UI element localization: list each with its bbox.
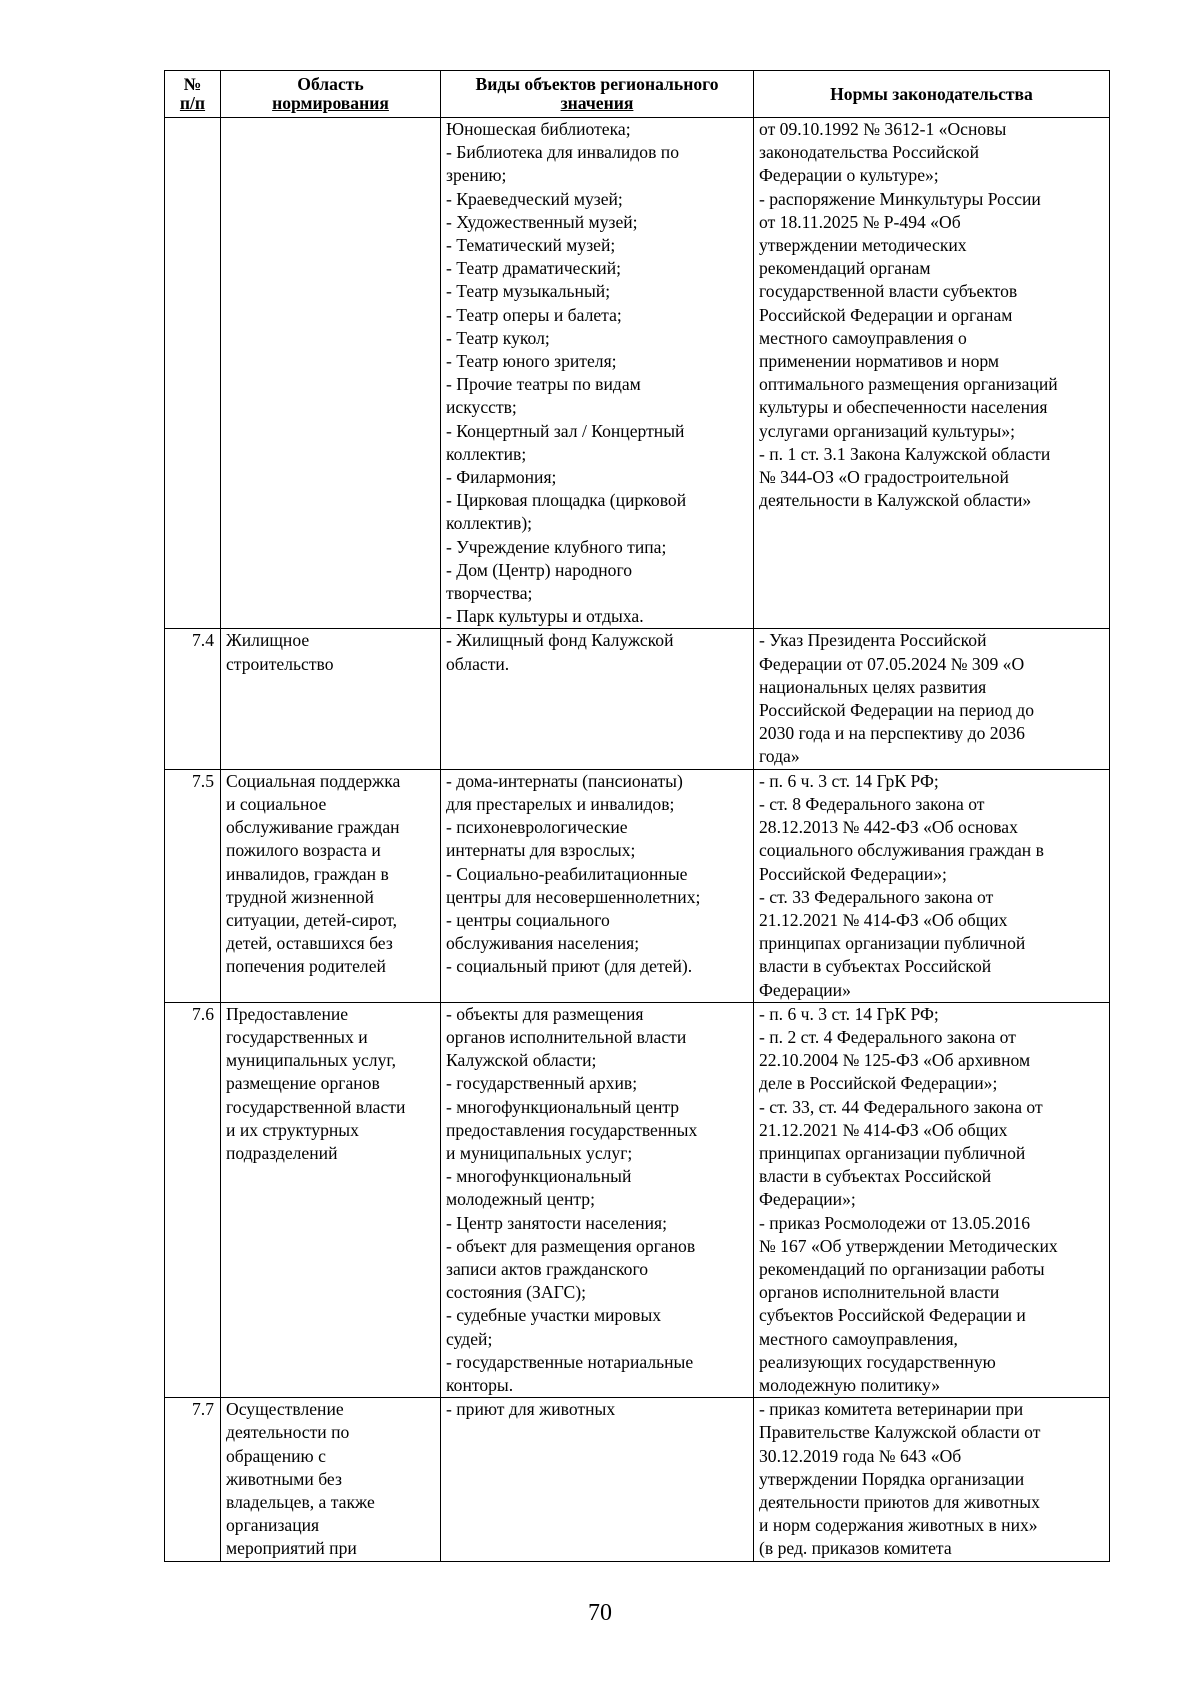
norms-line: (в ред. приказов комитета	[759, 1538, 952, 1559]
area-line: Осуществление	[226, 1399, 344, 1420]
row-number: 7.6	[165, 1002, 221, 1397]
area-line: Социальная поддержка	[226, 770, 401, 791]
cell-area	[221, 118, 441, 629]
objects-line: - социальный приют (для детей).	[446, 956, 693, 977]
objects-line: - Филармония;	[446, 467, 557, 488]
objects-line: конторы.	[446, 1374, 514, 1395]
norms-line: местного самоуправления о	[759, 327, 967, 348]
area-line: животными без	[226, 1468, 342, 1489]
area-line: государственных и	[226, 1026, 368, 1047]
norms-line: власти в субъектах Российской	[759, 956, 992, 977]
norms-line: - Указ Президента Российской	[759, 630, 987, 651]
objects-line: - объекты для размещения	[446, 1003, 644, 1024]
objects-line: - Театр кукол;	[446, 327, 550, 348]
row-number: 7.5	[165, 769, 221, 1002]
norms-line: молодежную политику»	[759, 1374, 941, 1395]
area-line: Жилищное	[226, 630, 310, 651]
cell-area	[221, 769, 441, 1002]
objects-line: Юношеская библиотека;	[446, 119, 631, 139]
objects-line: органов исполнительной власти	[446, 1026, 687, 1047]
norms-line: местного самоуправления,	[759, 1328, 958, 1349]
norms-line: услугами организаций культуры»;	[759, 420, 1016, 441]
objects-line: записи актов гражданского	[446, 1258, 649, 1279]
table-row-7-7	[165, 1398, 1110, 1561]
objects-line: - Цирковая площадка (цирковой	[446, 490, 687, 511]
area-line: деятельности по	[226, 1422, 350, 1443]
norms-line: Российской Федерации на период до	[759, 700, 1035, 721]
norms-line: 28.12.2013 № 442-ФЗ «Об основах	[759, 817, 1018, 838]
objects-line: центры для несовершеннолетних;	[446, 886, 701, 907]
objects-line: - государственные нотариальные	[446, 1351, 694, 1372]
objects-line: предоставления государственных	[446, 1119, 698, 1140]
area-line: трудной жизненной	[226, 886, 374, 907]
objects-line: - Центр занятости населения;	[446, 1212, 668, 1233]
objects-line: коллектив;	[446, 443, 527, 464]
area-line: и социальное	[226, 793, 327, 814]
objects-line: - многофункциональный центр	[446, 1096, 680, 1117]
norms-line: № 344-ОЗ «О градостроительной	[759, 467, 1009, 488]
header-num: № п/п	[165, 71, 221, 118]
norms-line: - распоряжение Минкультуры России	[759, 188, 1041, 209]
cell-objects	[441, 629, 754, 769]
objects-line: - Театр оперы и балета;	[446, 304, 622, 325]
area-line: Предоставление	[226, 1003, 349, 1024]
norms-line: 30.12.2019 года № 643 «Об	[759, 1445, 962, 1466]
objects-line: зрению;	[446, 165, 507, 186]
norms-line: власти в субъектах Российской	[759, 1166, 992, 1187]
cell-objects	[441, 1002, 754, 1397]
norms-line: законодательства Российской	[759, 142, 980, 163]
page-number: 70	[588, 1600, 612, 1626]
norms-table	[164, 70, 1110, 1562]
norms-line: рекомендаций органам	[759, 258, 931, 279]
objects-line: - Жилищный фонд Калужской	[446, 630, 674, 651]
objects-line: - Парк культуры и отдыха.	[446, 606, 644, 627]
table-row-continued	[165, 118, 1110, 629]
norms-line: государственной власти субъектов	[759, 281, 1018, 302]
norms-line: 21.12.2021 № 414-ФЗ «Об общих	[759, 909, 1008, 930]
area-line: подразделений	[226, 1142, 338, 1163]
header-norms: Нормы законодательства	[754, 71, 1110, 118]
objects-line: интернаты для взрослых;	[446, 840, 636, 861]
area-line: обслуживание граждан	[226, 817, 400, 838]
objects-line: - дома-интернаты (пансионаты)	[446, 770, 683, 791]
cell-norms	[754, 1002, 1110, 1397]
objects-line: для престарелых и инвалидов;	[446, 793, 675, 814]
table-row-7-5	[165, 769, 1110, 1002]
norms-line: № 167 «Об утверждении Методических	[759, 1235, 1058, 1256]
norms-line: - ст. 8 Федерального закона от	[759, 793, 985, 814]
cell-area	[221, 629, 441, 769]
objects-line: - центры социального	[446, 909, 610, 930]
norms-line: Федерации»;	[759, 1189, 856, 1210]
area-line: пожилого возраста и	[226, 840, 381, 861]
objects-line: - Концертный зал / Концертный	[446, 420, 685, 441]
norms-line: деятельности приютов для животных	[759, 1491, 1040, 1512]
norms-line: 21.12.2021 № 414-ФЗ «Об общих	[759, 1119, 1008, 1140]
cell-objects	[441, 1398, 754, 1561]
objects-line: и муниципальных услуг;	[446, 1142, 633, 1163]
row-number: 7.7	[165, 1398, 221, 1561]
objects-line: - государственный архив;	[446, 1073, 638, 1094]
norms-line: принципах организации публичной	[759, 933, 1026, 954]
area-line: муниципальных услуг,	[226, 1050, 397, 1071]
norms-line: рекомендаций по организации работы	[759, 1258, 1045, 1279]
area-line: попечения родителей	[226, 956, 386, 977]
cell-area	[221, 1398, 441, 1561]
cell-objects	[441, 118, 754, 629]
objects-line: состояния (ЗАГС);	[446, 1282, 586, 1303]
norms-line: реализующих государственную	[759, 1351, 996, 1372]
area-line: обращению с	[226, 1445, 326, 1466]
area-line: детей, оставшихся без	[226, 933, 393, 954]
objects-line: - Библиотека для инвалидов по	[446, 142, 679, 163]
norms-line: года»	[759, 746, 800, 767]
objects-line: - объект для размещения органов	[446, 1235, 696, 1256]
objects-line: - психоневрологические	[446, 817, 628, 838]
cell-norms	[754, 629, 1110, 769]
objects-line: молодежный центр;	[446, 1189, 595, 1210]
table-row-7-4	[165, 629, 1110, 769]
row-number	[165, 118, 221, 629]
norms-line: от 09.10.1992 № 3612-1 «Основы	[759, 119, 1007, 139]
norms-line: применении нормативов и норм	[759, 351, 1000, 372]
objects-line: области.	[446, 653, 510, 674]
area-line: государственной власти	[226, 1096, 406, 1117]
norms-line: социального обслуживания граждан в	[759, 840, 1044, 861]
norms-line: - приказ Росмолодежи от 13.05.2016	[759, 1212, 1031, 1233]
norms-line: утверждении методических	[759, 235, 967, 256]
objects-line: - судебные участки мировых	[446, 1305, 662, 1326]
objects-line: - Дом (Центр) народного	[446, 559, 633, 580]
norms-line: органов исполнительной власти	[759, 1282, 1000, 1303]
area-line: ситуации, детей-сирот,	[226, 909, 397, 930]
norms-line: - п. 2 ст. 4 Федерального закона от	[759, 1026, 1016, 1047]
norms-line: - п. 1 ст. 3.1 Закона Калужской области	[759, 443, 1051, 464]
objects-line: - Тематический музей;	[446, 235, 616, 256]
objects-line: - Художественный музей;	[446, 211, 638, 232]
objects-line: - Театр музыкальный;	[446, 281, 611, 302]
norms-line: - ст. 33, ст. 44 Федерального закона от	[759, 1096, 1043, 1117]
objects-line: - Театр драматический;	[446, 258, 622, 279]
objects-line: творчества;	[446, 583, 533, 604]
norms-line: и норм содержания животных в них»	[759, 1515, 1038, 1536]
cell-norms	[754, 1398, 1110, 1561]
norms-line: от 18.11.2025 № Р-494 «Об	[759, 211, 961, 232]
norms-line: принципах организации публичной	[759, 1142, 1026, 1163]
norms-line: субъектов Российской Федерации и	[759, 1305, 1026, 1326]
area-line: и их структурных	[226, 1119, 359, 1140]
area-line: мероприятий при	[226, 1538, 357, 1559]
norms-line: Российской Федерации и органам	[759, 304, 1013, 325]
area-line: владельцев, а также	[226, 1491, 375, 1512]
area-line: строительство	[226, 653, 334, 674]
norms-line: Правительстве Калужской области от	[759, 1422, 1041, 1443]
norms-line: национальных целях развития	[759, 676, 987, 697]
objects-line: судей;	[446, 1328, 493, 1349]
norms-line: утверждении Порядка организации	[759, 1468, 1025, 1489]
cell-objects	[441, 769, 754, 1002]
objects-line: - многофункциональный	[446, 1166, 632, 1187]
area-line: инвалидов, граждан в	[226, 863, 389, 884]
cell-area	[221, 1002, 441, 1397]
cell-norms	[754, 769, 1110, 1002]
objects-line: - Краеведческий музей;	[446, 188, 623, 209]
objects-line: - Театр юного зрителя;	[446, 351, 617, 372]
norms-line: Федерации о культуре»;	[759, 165, 939, 186]
norms-line: культуры и обеспеченности населения	[759, 397, 1048, 418]
header-area: Область нормирования	[221, 71, 441, 118]
norms-line: 22.10.2004 № 125-ФЗ «Об архивном	[759, 1050, 1031, 1071]
objects-line: Калужской области;	[446, 1050, 597, 1071]
norms-line: оптимального размещения организаций	[759, 374, 1058, 395]
area-line: размещение органов	[226, 1073, 380, 1094]
objects-line: - приют для животных	[446, 1399, 616, 1420]
norms-line: - ст. 33 Федерального закона от	[759, 886, 994, 907]
row-number: 7.4	[165, 629, 221, 769]
norms-line: Федерации от 07.05.2024 № 309 «О	[759, 653, 1025, 674]
objects-line: - Прочие театры по видам	[446, 374, 641, 395]
objects-line: - Социально-реабилитационные	[446, 863, 688, 884]
norms-line: - приказ комитета ветеринарии при	[759, 1399, 1024, 1420]
norms-line: 2030 года и на перспективу до 2036	[759, 723, 1025, 744]
norms-line: - п. 6 ч. 3 ст. 14 ГрК РФ;	[759, 1003, 939, 1024]
objects-line: искусств;	[446, 397, 517, 418]
norms-line: Федерации»	[759, 979, 851, 1000]
norms-line: деле в Российской Федерации»;	[759, 1073, 998, 1094]
cell-norms	[754, 118, 1110, 629]
table-header-row	[165, 71, 1110, 118]
objects-line: - Учреждение клубного типа;	[446, 536, 667, 557]
header-objects: Виды объектов регионального значения	[441, 71, 754, 118]
objects-line: коллектив);	[446, 513, 533, 534]
area-line: организация	[226, 1515, 320, 1536]
norms-line: - п. 6 ч. 3 ст. 14 ГрК РФ;	[759, 770, 939, 791]
norms-line: деятельности в Калужской области»	[759, 490, 1032, 511]
table-row-7-6	[165, 1002, 1110, 1397]
objects-line: обслуживания населения;	[446, 933, 640, 954]
norms-line: Российской Федерации»;	[759, 863, 947, 884]
